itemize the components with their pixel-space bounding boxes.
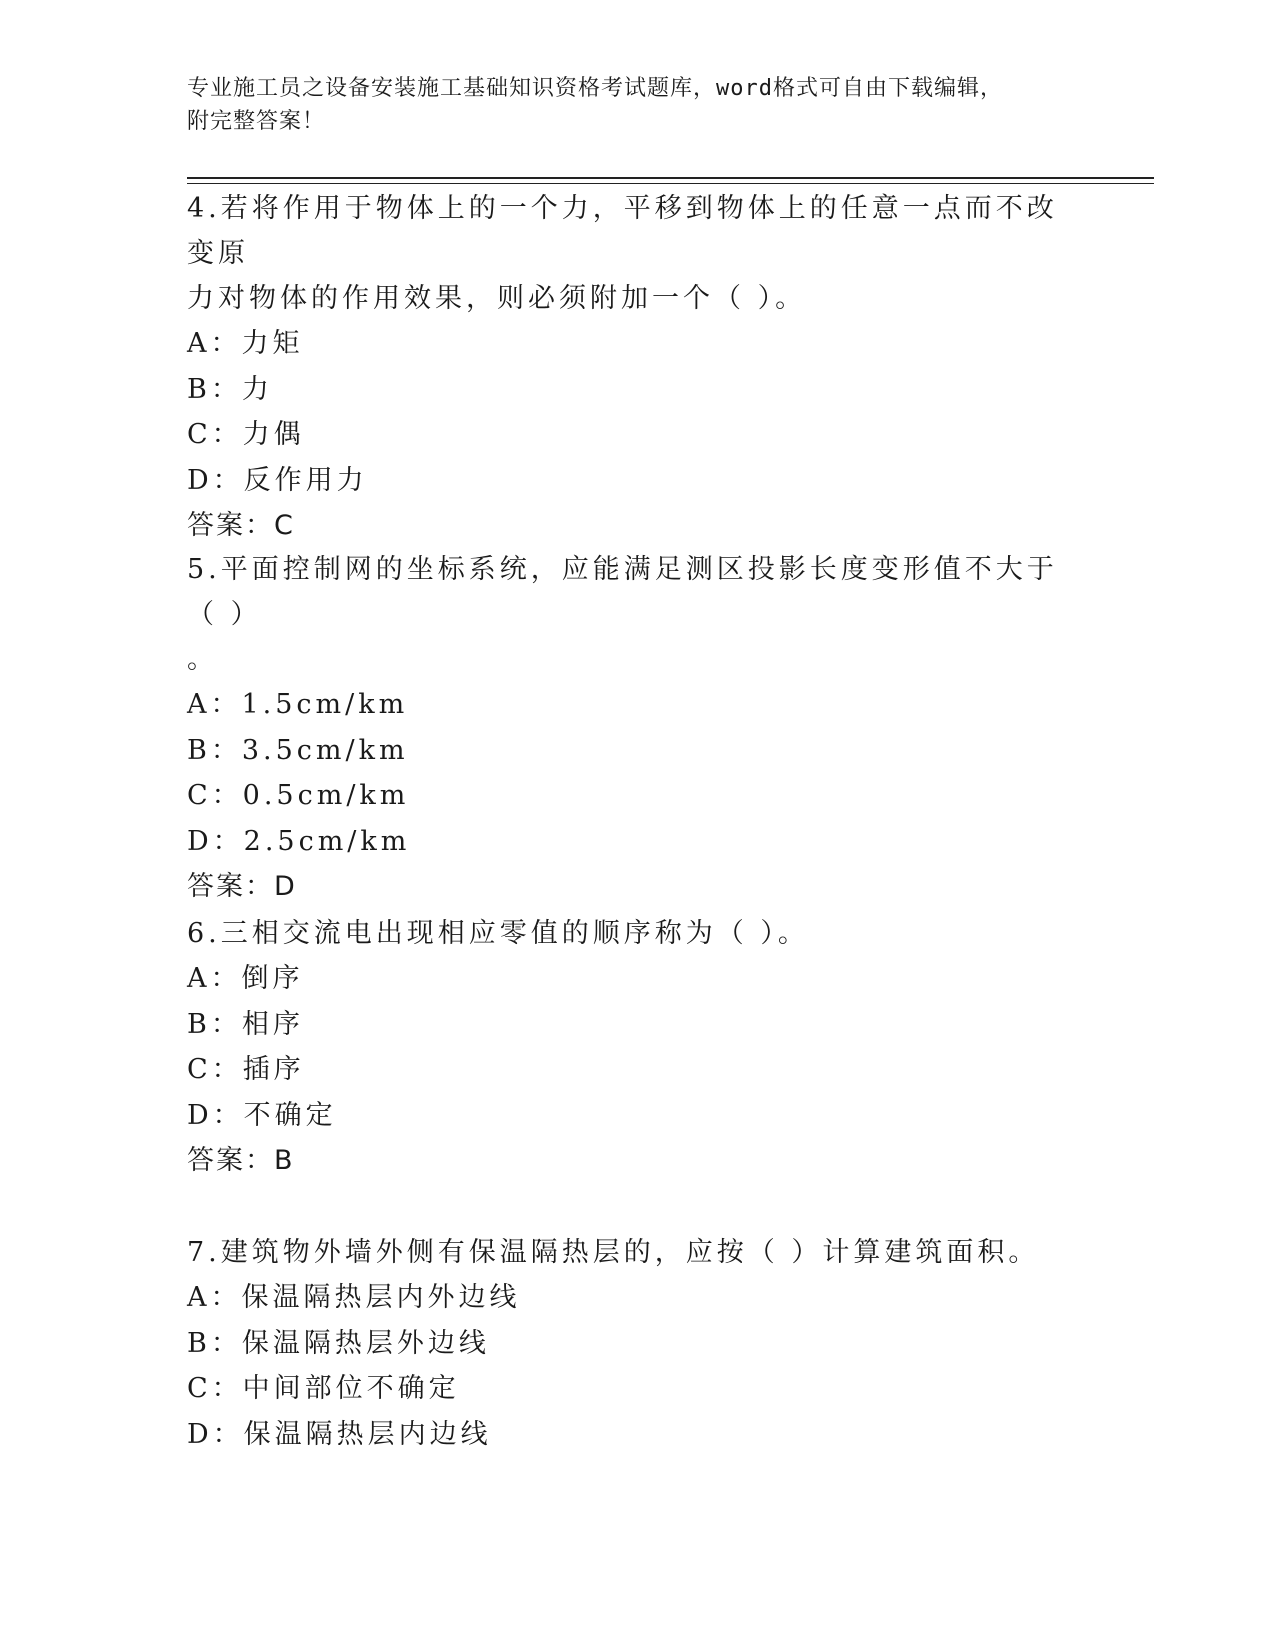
answer: 答案：B	[187, 1145, 295, 1176]
option-a: A：力矩	[187, 328, 304, 359]
option-c: C：插序	[187, 1054, 305, 1085]
answer: 答案：D	[187, 871, 297, 902]
question-stem-line: 力对物体的作用效果，则必须附加一个（ ）。	[187, 283, 807, 314]
option-a: A：1.5cm/km	[187, 689, 409, 720]
question-4	[187, 186, 1067, 549]
answer: 答案：C	[187, 510, 295, 541]
question-6	[187, 911, 1067, 1184]
question-stem-line: 6.三相交流电出现相应零值的顺序称为（ ）。	[187, 918, 809, 949]
question-stem-line: 。	[187, 644, 218, 675]
option-d: D：2.5cm/km	[187, 825, 411, 857]
header-line-2: 附完整答案！	[187, 109, 326, 134]
option-b: B：3.5cm/km	[187, 734, 409, 766]
document-header	[187, 72, 1067, 138]
option-b: B：力	[187, 373, 273, 405]
option-d: D：不确定	[187, 1099, 337, 1131]
question-stem-line: 7.建筑物外墙外侧有保温隔热层的，应按（ ）计算建筑面积。	[187, 1237, 1040, 1268]
option-b: B：保温隔热层外边线	[187, 1327, 490, 1359]
option-d: D：反作用力	[187, 464, 368, 496]
header-line-1: 专业施工员之设备安装施工基础知识资格考试题库，word格式可自由下载编辑，	[187, 76, 1003, 101]
option-a: A：保温隔热层内外边线	[187, 1282, 521, 1313]
option-c: C：0.5cm/km	[187, 780, 410, 811]
header-divider-thick	[187, 177, 1154, 179]
question-7	[187, 1230, 1067, 1457]
option-a: A：倒序	[187, 963, 304, 994]
option-b: B：相序	[187, 1008, 304, 1040]
option-d: D：保温隔热层内边线	[187, 1418, 492, 1450]
header-divider-thin	[187, 183, 1154, 184]
option-c: C：力偶	[187, 419, 305, 450]
question-5	[187, 547, 1067, 910]
option-c: C：中间部位不确定	[187, 1373, 460, 1404]
question-stem-line: 4.若将作用于物体上的一个力，平移到物体上的任意一点而不改变原	[187, 193, 1058, 269]
question-stem-line: 5.平面控制网的坐标系统，应能满足测区投影长度变形值不大于（ ）	[187, 554, 1058, 630]
